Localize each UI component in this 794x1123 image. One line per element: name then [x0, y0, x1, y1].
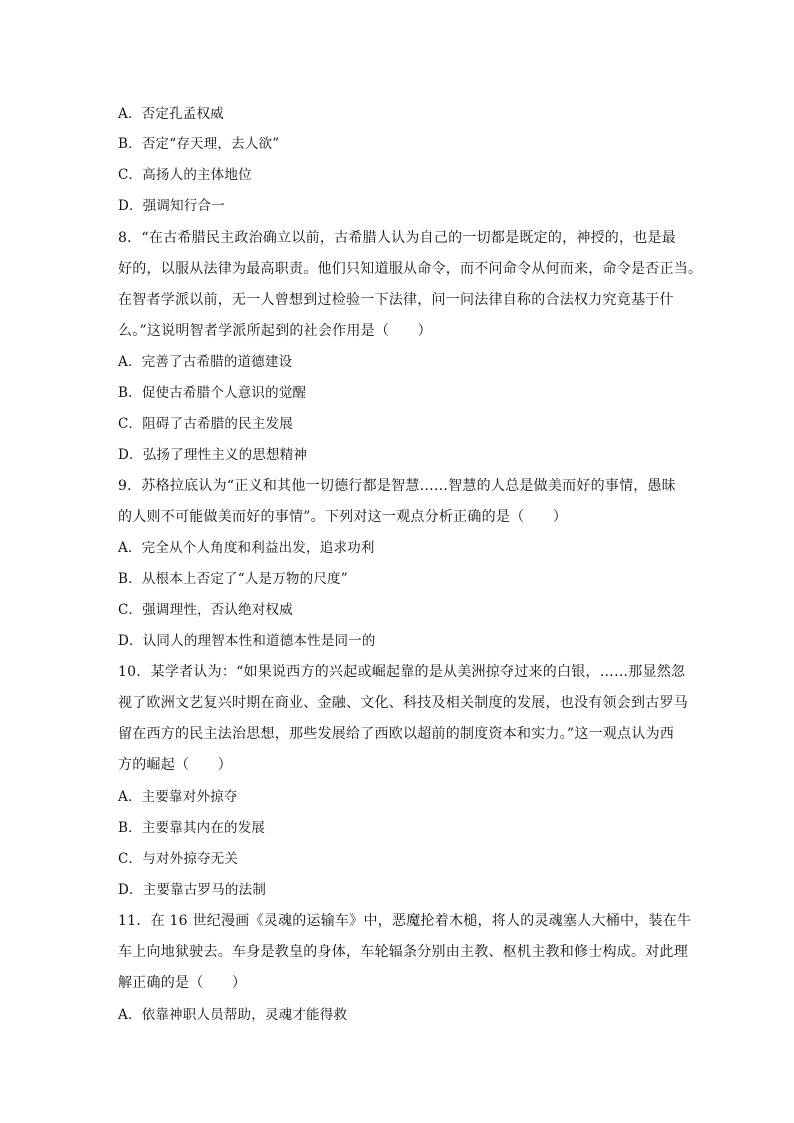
q10-stem-line: 视了欧洲文艺复兴时期在商业、金融、文化、科技及相关制度的发展，也没有领会到古罗马 — [118, 695, 688, 711]
q11-option-a[interactable]: A．依靠神职人员帮助，灵魂才能得救 — [118, 1007, 348, 1023]
q11-stem-line: 11．在 16 世纪漫画《灵魂的运输车》中，恶魔抡着木槌，将人的灵魂塞人大桶中，装在牛 — [118, 913, 692, 929]
q7-option-c[interactable]: C．高扬人的主体地位 — [118, 167, 252, 183]
q10-option-a[interactable]: A．主要靠对外掠夺 — [118, 789, 238, 805]
q10-stem-line: 方的崛起（ ） — [118, 757, 232, 773]
q10-stem-line: 10．某学者认为：“如果说西方的兴起或崛起靠的是从美洲掠夺过来的白银，……那显然忽 — [118, 664, 686, 680]
q8-option-a[interactable]: A．完善了古希腊的道德建设 — [118, 354, 293, 370]
q8-option-b[interactable]: B．促使古希腊个人意识的觉醒 — [118, 385, 307, 401]
q10-option-d[interactable]: D．主要靠古罗马的法制 — [118, 882, 267, 898]
q7-option-d[interactable]: D．强调知行合一 — [118, 198, 225, 214]
q8-option-c[interactable]: C．阻碍了古希腊的民主发展 — [118, 416, 293, 432]
q11-stem-line: 解正确的是（ ） — [118, 975, 247, 991]
q10-option-c[interactable]: C．与对外掠夺无关 — [118, 851, 239, 867]
q8-stem-line: 好的，以服从法律为最高职责。他们只知道服从命令，而不问命令从何而来，命令是否正当。 — [118, 261, 703, 277]
q8-option-d[interactable]: D．弘扬了理性主义的思想精神 — [118, 447, 308, 463]
q8-stem-line: 8．“在古希腊民主政治确立以前，古希腊人认为自己的一切都是既定的，神授的，也是最 — [118, 230, 677, 246]
q9-stem-line: 9．苏格拉底认为“正义和其他一切德行都是智慧……智慧的人总是做美而好的事情，愚昧 — [118, 478, 677, 494]
q8-stem-line: 在智者学派以前，无一人曾想到过检验一下法律，问一问法律自称的合法权力究竟基于什 — [118, 292, 674, 308]
q9-option-d[interactable]: D．认同人的理智本性和道德本性是同一的 — [118, 633, 376, 649]
q7-option-b[interactable]: B．否定“存天理，去人欲” — [118, 136, 280, 152]
q10-option-b[interactable]: B．主要靠其内在的发展 — [118, 820, 266, 836]
q9-option-b[interactable]: B．从根本上否定了“人是万物的尺度” — [118, 571, 348, 587]
q9-stem-line: 的人则不可能做美而好的事情”。下列对这一观点分析正确的是（ ） — [118, 509, 568, 525]
q7-option-a[interactable]: A．否定孔孟权威 — [118, 106, 224, 122]
q8-stem-line: 么。”这说明智者学派所起到的社会作用是（ ） — [118, 323, 432, 339]
q10-stem-line: 留在西方的民主法治思想，那些发展给了西欧以超前的制度资本和实力。”这一观点认为西 — [118, 726, 675, 742]
q9-option-c[interactable]: C．强调理性，否认绝对权威 — [118, 602, 293, 618]
q9-option-a[interactable]: A．完全从个人角度和利益出发，追求功利 — [118, 540, 375, 556]
q11-stem-line: 车上向地狱驶去。车身是教皇的身体，车轮辐条分别由主教、枢机主教和修士构成。对此理 — [118, 944, 688, 960]
